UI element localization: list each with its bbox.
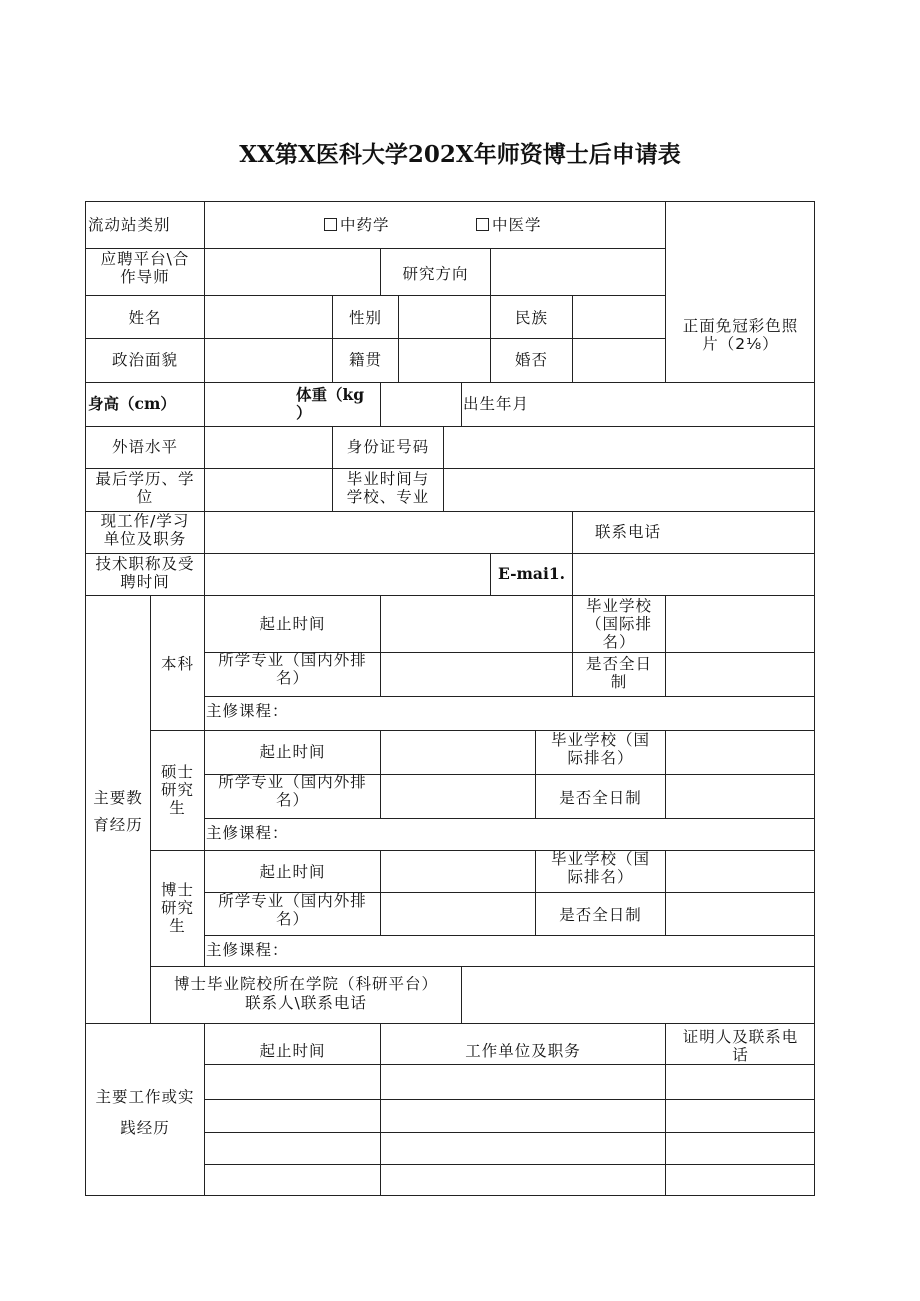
master-label-line2: 研究: [160, 781, 194, 799]
work-period-header: 起止时间: [259, 1042, 326, 1060]
row-divider: [204, 1099, 815, 1100]
row-divider: [150, 730, 815, 731]
height-label: 身高（cm）: [88, 394, 176, 413]
master-courses-label: 主修课程：: [206, 824, 289, 842]
row-divider: [85, 426, 815, 427]
col-divider: [380, 595, 381, 696]
phd-contact-label-line1: 博士毕业院校所在学院（科研平台）: [173, 975, 438, 993]
master-major-label-line2: 名）: [275, 791, 309, 809]
phd-school-label-line2: 际排名）: [567, 868, 634, 886]
language-level-label: 外语水平: [111, 438, 178, 456]
weight-label-line2: ）: [296, 403, 312, 422]
row-divider: [204, 1064, 815, 1065]
graduation-label-line1: 毕业时间与: [346, 470, 430, 488]
col-divider: [665, 730, 666, 818]
phd-contact-label-line2: 联系人\联系电话: [245, 994, 367, 1012]
row-divider: [150, 850, 815, 851]
master-period-label: 起止时间: [259, 743, 326, 761]
id-number-label: 身份证号码: [346, 438, 430, 456]
checkbox-icon[interactable]: [324, 218, 337, 231]
photo-label-line2: 片（2⅛）: [702, 335, 779, 353]
col-divider: [490, 248, 491, 295]
checkbox-icon[interactable]: [476, 218, 489, 231]
phd-courses-label: 主修课程：: [206, 941, 289, 959]
master-label-line1: 硕士: [160, 763, 194, 781]
col-divider: [204, 201, 205, 596]
ethnicity-label: 民族: [514, 309, 548, 327]
phone-label: 联系电话: [594, 523, 661, 541]
weight-label-line1: 体重（kg: [296, 385, 365, 404]
master-school-label-line1: 毕业学校（国: [550, 731, 650, 749]
native-place-label: 籍贯: [348, 351, 382, 369]
row-divider: [85, 382, 815, 383]
undergrad-major-label-line2: 名）: [275, 669, 309, 687]
undergrad-school-label-line3: 名）: [602, 633, 636, 651]
col-divider: [665, 850, 666, 935]
col-divider: [572, 295, 573, 382]
row-divider: [204, 1132, 815, 1133]
work-unit-header: 工作单位及职务: [465, 1042, 581, 1060]
witness-header-line1: 证明人及联系电: [682, 1028, 799, 1046]
phd-label-line2: 研究: [160, 899, 194, 917]
option-tcm-pharmacy-label: 中药学: [340, 216, 390, 234]
undergrad-fulltime-label-line1: 是否全日: [585, 655, 652, 673]
undergrad-school-label-line2: （国际排: [585, 615, 652, 633]
option-tcm-pharmacy[interactable]: [324, 216, 390, 234]
row-divider: [150, 966, 815, 967]
row-divider: [85, 468, 815, 469]
platform-label-line1: 应聘平台\合: [100, 250, 190, 268]
undergrad-major-label-line1: 所学专业（国内外排: [218, 651, 367, 669]
row-divider: [85, 295, 665, 296]
form-title: XX第X医科大学202X年师资博士后申请表: [239, 141, 681, 168]
master-school-label-line2: 际排名）: [567, 749, 634, 767]
option-tcm-medicine[interactable]: [476, 216, 542, 234]
phd-period-label: 起止时间: [259, 863, 326, 881]
phd-major-label-line2: 名）: [275, 910, 309, 928]
col-divider: [380, 850, 381, 935]
marital-status-label: 婚否: [514, 351, 548, 369]
education-label-line2: 育经历: [93, 816, 143, 834]
phd-school-label-line1: 毕业学校（国: [550, 850, 650, 868]
name-label: 姓名: [128, 309, 162, 327]
row-divider: [204, 696, 815, 697]
work-unit-label-line1: 现工作/学习: [100, 512, 190, 530]
phd-major-label-line1: 所学专业（国内外排: [218, 892, 367, 910]
witness-header-line2: 话: [732, 1046, 749, 1064]
row-divider: [85, 1023, 815, 1024]
col-divider: [380, 382, 381, 426]
undergrad-courses-label: 主修课程：: [206, 702, 289, 720]
row-divider: [85, 248, 665, 249]
political-status-label: 政治面貌: [111, 351, 178, 369]
degree-label-line2: 位: [136, 488, 154, 506]
col-divider: [665, 201, 666, 382]
col-divider: [461, 382, 462, 426]
research-direction-label: 研究方向: [402, 265, 469, 283]
undergrad-label: 本科: [160, 655, 194, 673]
col-divider: [443, 426, 444, 511]
job-title-label-line2: 聘时间: [120, 573, 170, 591]
work-experience-label-line2: 践经历: [120, 1119, 170, 1137]
phd-label-line1: 博士: [160, 881, 194, 899]
undergrad-fulltime-label-line2: 制: [610, 673, 628, 691]
phd-fulltime-label: 是否全日制: [559, 906, 642, 924]
phd-label-line3: 生: [169, 917, 186, 935]
gender-label: 性别: [348, 309, 382, 327]
station-label: 流动站类别: [88, 216, 171, 234]
master-label-line3: 生: [169, 799, 186, 817]
undergrad-period-label: 起止时间: [259, 615, 326, 633]
row-divider: [85, 338, 665, 339]
work-unit-label-line2: 单位及职务: [103, 530, 187, 548]
graduation-label-line2: 学校、专业: [346, 488, 430, 506]
master-fulltime-label: 是否全日制: [559, 789, 642, 807]
undergrad-school-label-line1: 毕业学校: [585, 597, 652, 615]
platform-label-line2: 作导师: [120, 268, 170, 286]
row-divider: [85, 553, 815, 554]
option-tcm-medicine-label: 中医学: [492, 216, 542, 234]
education-label-line1: 主要教: [93, 789, 143, 807]
row-divider: [204, 935, 815, 936]
row-divider: [85, 595, 815, 596]
col-divider: [665, 595, 666, 696]
row-divider: [204, 818, 815, 819]
photo-label-line1: 正面免冠彩色照: [682, 317, 799, 335]
degree-label-line1: 最后学历、学: [95, 470, 195, 488]
work-experience-label-line1: 主要工作或实: [95, 1088, 195, 1106]
col-divider: [572, 553, 573, 595]
col-divider: [398, 295, 399, 382]
birth-date-label: 出生年月: [463, 395, 530, 413]
row-divider: [204, 1164, 815, 1165]
col-divider: [380, 730, 381, 818]
master-major-label-line1: 所学专业（国内外排: [218, 773, 367, 791]
email-label: E-mai1.: [497, 564, 566, 583]
job-title-label-line1: 技术职称及受: [95, 555, 195, 573]
col-divider: [461, 966, 462, 1023]
